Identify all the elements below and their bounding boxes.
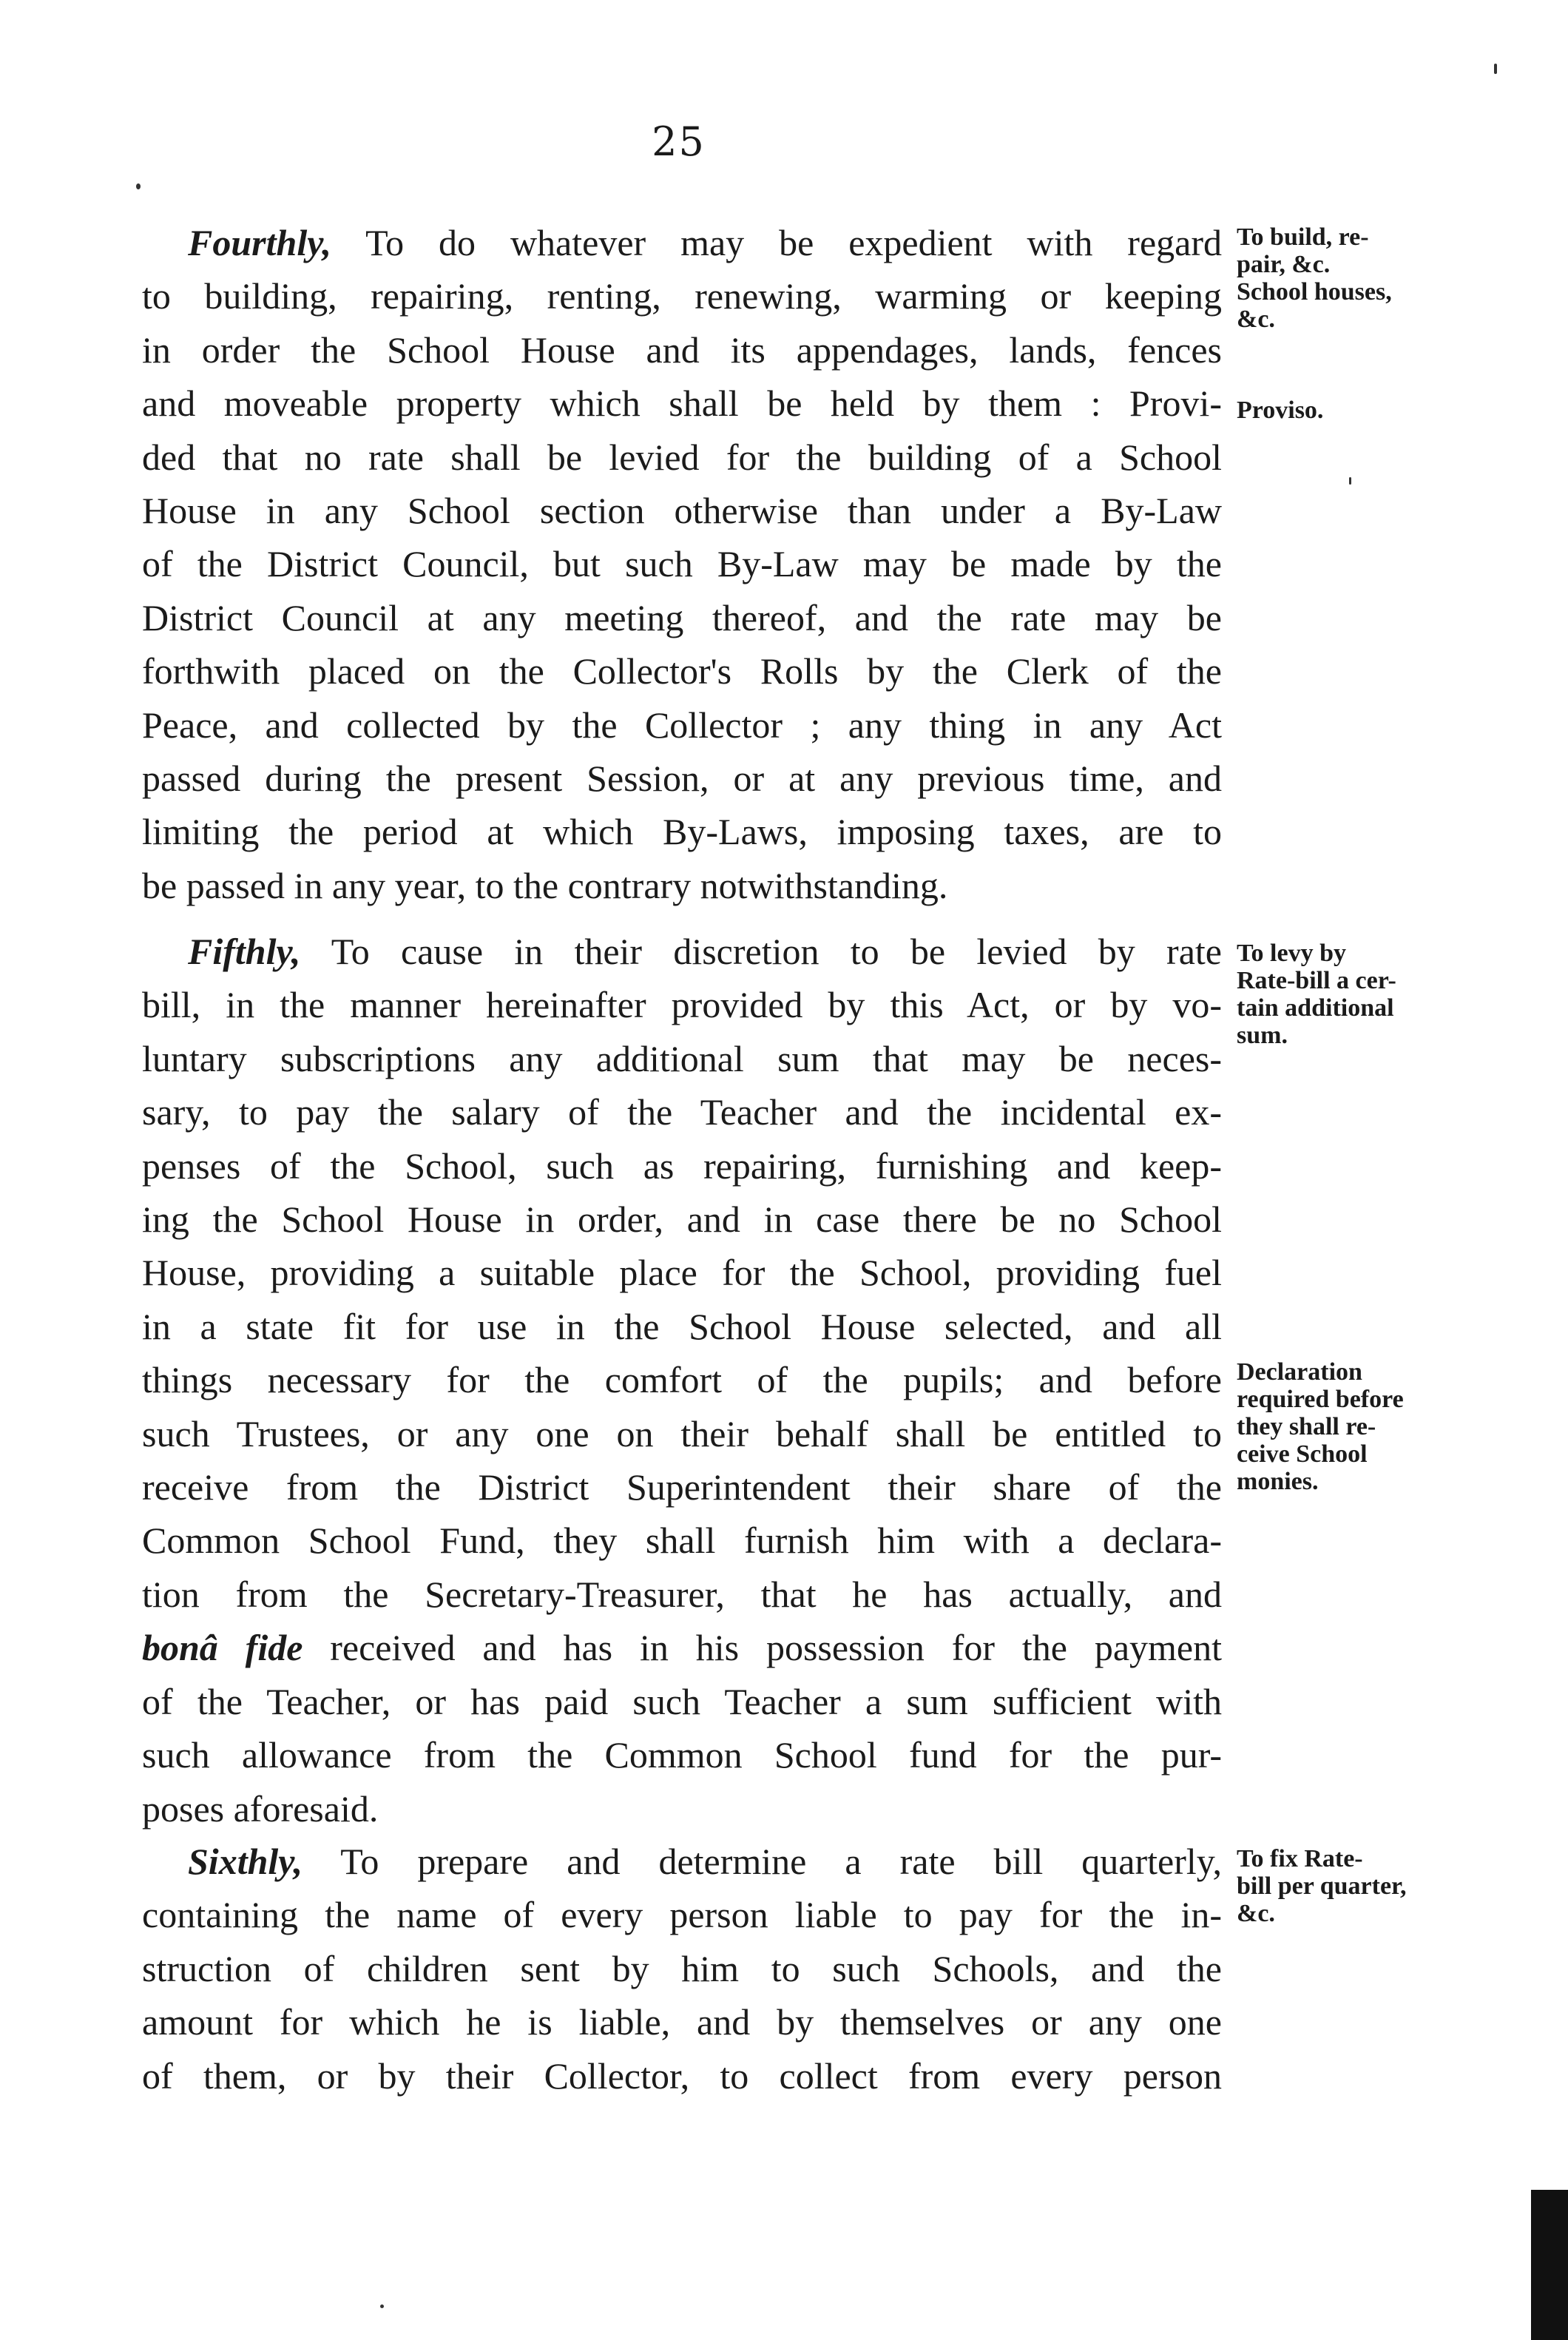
margin-note-line: ceive School (1237, 1440, 1368, 1468)
text-line: District Council at any meeting thereof, and the rate may be (142, 596, 1222, 638)
margin-note-line: &c. (1237, 1900, 1275, 1927)
margin-note-line: monies. (1237, 1468, 1319, 1495)
margin-note-build (1237, 223, 1451, 333)
text-line: of the District Council, but such By-Law may be made by the (142, 543, 1222, 585)
text-line: Peace, and collected by the Collector ; any thing in any Act (142, 704, 1222, 746)
text-line: in order the School House and its appendages, lands, fences (142, 328, 1222, 371)
margin-note-line: To levy by (1237, 940, 1347, 967)
margin-note-line: pair, &c. (1237, 251, 1331, 278)
text-line: and moveable property which shall be held by them : Provi- (142, 382, 1222, 425)
text-line: such Trustees, or any one on their behalf shall be entitled to (142, 1412, 1222, 1454)
paragraph-fifthly (142, 925, 1222, 1835)
text-line: passed during the present Session, or at any previous time, and (142, 758, 1222, 800)
text-line: ded that no rate shall be levied for the building of a School (142, 436, 1222, 478)
paragraph-fourthly (142, 216, 1222, 912)
text-line: forthwith placed on the Collector's Rolls by the Clerk of the (142, 650, 1222, 692)
margin-note-declaration (1237, 1358, 1451, 1495)
text-line: Common School Fund, they shall furnish him with a declara- (142, 1520, 1222, 1562)
text-line: limiting the period at which By-Laws, imposing taxes, are to (142, 811, 1222, 853)
text-line: of them, or by their Collector, to collect from every person (142, 2054, 1222, 2097)
text-line: House, providing a suitable place for the School, providing fuel (142, 1252, 1222, 1294)
text-line: poses aforesaid. (142, 1787, 379, 1830)
margin-note-line: bill per quarter, (1237, 1872, 1407, 1900)
margin-note-line: Rate-bill a cer- (1237, 967, 1396, 994)
text-line: of the Teacher, or has paid such Teacher a sum sufficient with (142, 1680, 1222, 1722)
text-line: such allowance from the Common School fund for the pur- (142, 1734, 1222, 1776)
text-line: House in any School section otherwise than under a By-Law (142, 490, 1222, 532)
text-line: be passed in any year, to the contrary notwithstanding. (142, 864, 948, 906)
paragraph-lead: Fourthly, (188, 222, 332, 263)
text-line: ing the School House in order, and in case there be no School (142, 1198, 1222, 1241)
text-line: containing the name of every person liable to pay for the in- (142, 1894, 1222, 1936)
paragraph-lead: Fifthly, (188, 931, 301, 972)
margin-note-line: To fix Rate- (1237, 1845, 1363, 1872)
paragraph-sixthly (142, 1835, 1222, 2103)
text-line: To cause in their discretion to be levied by rate (331, 931, 1222, 972)
scan-speck (1494, 64, 1497, 74)
text-line: received and has in his possession for the payment (330, 1627, 1222, 1669)
text-line: To do whatever may be expedient with regard (365, 222, 1222, 263)
text-line: to building, repairing, renting, renewing, warming or keeping (142, 275, 1222, 317)
scan-speck (136, 183, 141, 189)
margin-note-line: they shall re- (1237, 1413, 1376, 1440)
scan-edge-mark (1531, 2190, 1568, 2340)
italic-phrase: bonâ fide (142, 1627, 303, 1669)
text-line: penses of the School, such as repairing, furnishing and keep- (142, 1144, 1222, 1187)
margin-note-line: sum. (1237, 1022, 1288, 1049)
margin-note-levy (1237, 940, 1451, 1049)
scan-speck (1349, 477, 1351, 485)
margin-note-line: tain additional (1237, 994, 1394, 1022)
text-line: struction of children sent by him to such Schools, and the (142, 1947, 1222, 1989)
text-line: To prepare and determine a rate bill quarterly, (340, 1841, 1222, 1882)
text-line: tion from the Secretary-Treasurer, that he has actually, and (142, 1573, 1222, 1615)
text-line: things necessary for the comfort of the pupils; and before (142, 1359, 1222, 1401)
text-line: bill, in the manner hereinafter provided by this Act, or by vo- (142, 984, 1222, 1026)
margin-note-rate-bill (1237, 1845, 1451, 1927)
margin-note-proviso (1237, 397, 1451, 424)
margin-note-line: Proviso. (1237, 397, 1324, 424)
margin-note-line: required before (1237, 1386, 1404, 1413)
text-line: amount for which he is liable, and by themselves or any one (142, 2001, 1222, 2043)
margin-note-line: &c. (1237, 306, 1275, 333)
margin-note-line: To build, re- (1237, 223, 1369, 251)
text-line: sary, to pay the salary of the Teacher and the incidental ex- (142, 1091, 1222, 1133)
margin-note-line: Declaration (1237, 1358, 1362, 1386)
scan-speck (380, 2304, 384, 2308)
text-line: in a state fit for use in the School House selected, and all (142, 1305, 1222, 1347)
page-number: 25 (652, 118, 706, 165)
text-line: receive from the District Superintendent their share of the (142, 1466, 1222, 1508)
paragraph-lead: Sixthly, (188, 1841, 303, 1882)
margin-note-line: School houses, (1237, 278, 1392, 306)
text-line: luntary subscriptions any additional sum that may be neces- (142, 1037, 1222, 1079)
